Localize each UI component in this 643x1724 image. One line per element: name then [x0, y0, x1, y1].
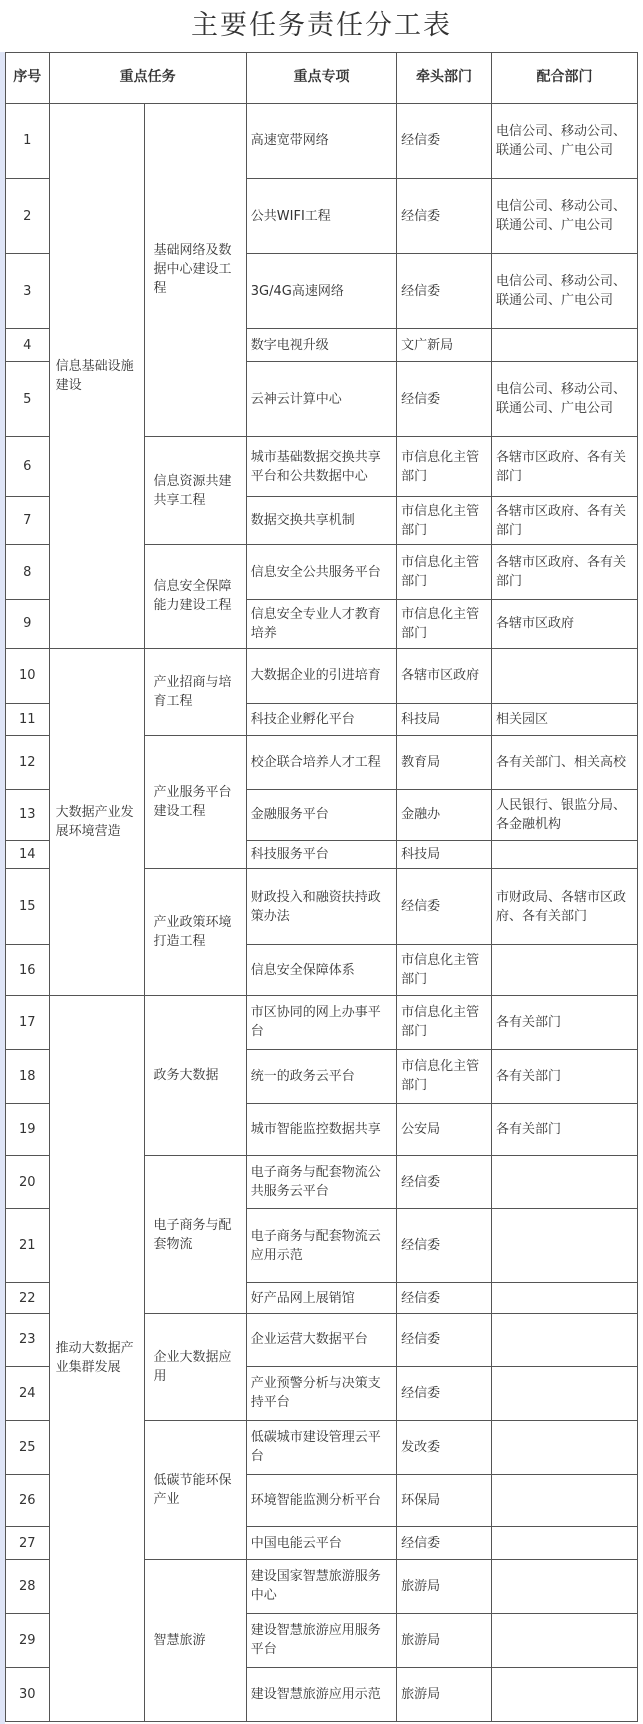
key-task-cell: 推动大数据产业集群发展 [49, 995, 145, 1721]
cooperating-departments-cell [491, 840, 637, 868]
row-number: 14 [6, 840, 50, 868]
row-number: 2 [6, 178, 50, 253]
project-cell: 低碳城市建设管理云平台 [246, 1420, 396, 1474]
project-cell: 市区协同的网上办事平台 [246, 995, 396, 1049]
cooperating-departments-cell: 各辖市区政府、各有关部门 [491, 496, 637, 544]
cooperating-departments-cell [491, 1527, 637, 1560]
cooperating-departments-cell [491, 945, 637, 996]
lead-department-cell: 经信委 [397, 1283, 492, 1313]
project-cell: 产业预警分析与决策支持平台 [246, 1366, 396, 1420]
project-cell: 数字电视升级 [246, 329, 396, 362]
lead-department-cell: 科技局 [397, 703, 492, 736]
lead-department-cell: 经信委 [397, 1209, 492, 1283]
cooperating-departments-cell [491, 329, 637, 362]
header-task: 重点任务 [49, 53, 246, 104]
row-number: 24 [6, 1366, 50, 1420]
project-cell: 大数据企业的引进培育 [246, 648, 396, 703]
project-cell: 城市基础数据交换共享平台和公共数据中心 [246, 437, 396, 497]
row-number: 19 [6, 1103, 50, 1156]
row-number: 16 [6, 945, 50, 996]
cooperating-departments-cell [491, 1156, 637, 1209]
sub-task-cell: 企业大数据应用 [145, 1313, 246, 1420]
lead-department-cell: 旅游局 [397, 1667, 492, 1721]
cooperating-departments-cell [491, 1420, 637, 1474]
project-cell: 3G/4G高速网络 [246, 254, 396, 329]
row-number: 6 [6, 437, 50, 497]
cooperating-departments-cell [491, 1613, 637, 1667]
cooperating-departments-cell: 电信公司、移动公司、联通公司、广电公司 [491, 362, 637, 437]
sub-task-cell: 产业服务平台建设工程 [145, 736, 246, 869]
cooperating-departments-cell: 人民银行、银监分局、各金融机构 [491, 790, 637, 841]
lead-department-cell: 环保局 [397, 1474, 492, 1527]
sub-task-cell: 产业政策环境打造工程 [145, 868, 246, 995]
cooperating-departments-cell: 各辖市区政府 [491, 600, 637, 648]
row-number: 3 [6, 254, 50, 329]
sub-task-cell: 产业招商与培育工程 [145, 648, 246, 736]
row-number: 27 [6, 1527, 50, 1560]
project-cell: 金融服务平台 [246, 790, 396, 841]
cooperating-departments-cell [491, 1474, 637, 1527]
lead-department-cell: 教育局 [397, 736, 492, 790]
cooperating-departments-cell: 相关园区 [491, 703, 637, 736]
project-cell: 公共WIFI工程 [246, 178, 396, 253]
lead-department-cell: 经信委 [397, 178, 492, 253]
lead-department-cell: 市信息化主管部门 [397, 1049, 492, 1103]
sub-task-cell: 智慧旅游 [145, 1559, 246, 1721]
project-cell: 高速宽带网络 [246, 103, 396, 178]
project-cell: 信息安全保障体系 [246, 945, 396, 996]
row-number: 29 [6, 1613, 50, 1667]
project-cell: 电子商务与配套物流云应用示范 [246, 1209, 396, 1283]
row-number: 26 [6, 1474, 50, 1527]
lead-department-cell: 文广新局 [397, 329, 492, 362]
row-number: 22 [6, 1283, 50, 1313]
lead-department-cell: 经信委 [397, 103, 492, 178]
cooperating-departments-cell: 电信公司、移动公司、联通公司、广电公司 [491, 103, 637, 178]
project-cell: 电子商务与配套物流公共服务云平台 [246, 1156, 396, 1209]
project-cell: 建设智慧旅游应用服务平台 [246, 1613, 396, 1667]
lead-department-cell: 科技局 [397, 840, 492, 868]
header-lead: 牵头部门 [397, 53, 492, 104]
project-cell: 科技服务平台 [246, 840, 396, 868]
row-number: 4 [6, 329, 50, 362]
sub-task-cell: 信息资源共建共享工程 [145, 437, 246, 545]
table-row [6, 103, 638, 178]
table-body [6, 53, 638, 1722]
cooperating-departments-cell [491, 1313, 637, 1366]
cooperating-departments-cell: 各有关部门 [491, 995, 637, 1049]
lead-department-cell: 经信委 [397, 1156, 492, 1209]
cooperating-departments-cell [491, 1283, 637, 1313]
sub-task-cell: 信息安全保障能力建设工程 [145, 545, 246, 648]
lead-department-cell: 金融办 [397, 790, 492, 841]
project-cell: 校企联合培养人才工程 [246, 736, 396, 790]
cooperating-departments-cell [491, 1667, 637, 1721]
table-row [6, 648, 638, 703]
project-cell: 科技企业孵化平台 [246, 703, 396, 736]
cooperating-departments-cell: 市财政局、各辖市区政府、各有关部门 [491, 868, 637, 944]
row-number: 1 [6, 103, 50, 178]
row-number: 18 [6, 1049, 50, 1103]
row-number: 10 [6, 648, 50, 703]
project-cell: 云神云计算中心 [246, 362, 396, 437]
lead-department-cell: 经信委 [397, 1313, 492, 1366]
lead-department-cell: 市信息化主管部门 [397, 995, 492, 1049]
lead-department-cell: 发改委 [397, 1420, 492, 1474]
lead-department-cell: 经信委 [397, 1366, 492, 1420]
project-cell: 信息安全专业人才教育培养 [246, 600, 396, 648]
row-number: 8 [6, 545, 50, 600]
cooperating-departments-cell: 各有关部门 [491, 1103, 637, 1156]
lead-department-cell: 经信委 [397, 254, 492, 329]
row-number: 21 [6, 1209, 50, 1283]
lead-department-cell: 旅游局 [397, 1559, 492, 1613]
lead-department-cell: 市信息化主管部门 [397, 945, 492, 996]
cooperating-departments-cell: 电信公司、移动公司、联通公司、广电公司 [491, 178, 637, 253]
row-number: 17 [6, 995, 50, 1049]
cooperating-departments-cell: 各辖市区政府、各有关部门 [491, 545, 637, 600]
lead-department-cell: 市信息化主管部门 [397, 437, 492, 497]
lead-department-cell: 经信委 [397, 1527, 492, 1560]
page-title: 主要任务责任分工表 [191, 10, 452, 41]
header-project: 重点专项 [246, 53, 396, 104]
lead-department-cell: 市信息化主管部门 [397, 600, 492, 648]
row-number: 5 [6, 362, 50, 437]
cooperating-departments-cell [491, 1559, 637, 1613]
lead-department-cell: 公安局 [397, 1103, 492, 1156]
header-coop: 配合部门 [491, 53, 637, 104]
sub-task-cell: 低碳节能环保产业 [145, 1420, 246, 1559]
row-number: 23 [6, 1313, 50, 1366]
row-number: 13 [6, 790, 50, 841]
project-cell: 建设国家智慧旅游服务中心 [246, 1559, 396, 1613]
table-row [6, 995, 638, 1049]
row-number: 7 [6, 496, 50, 544]
cooperating-departments-cell [491, 648, 637, 703]
sub-task-cell: 政务大数据 [145, 995, 246, 1156]
row-number: 20 [6, 1156, 50, 1209]
cooperating-departments-cell: 电信公司、移动公司、联通公司、广电公司 [491, 254, 637, 329]
header-no: 序号 [6, 53, 50, 104]
project-cell: 信息安全公共服务平台 [246, 545, 396, 600]
project-cell: 数据交换共享机制 [246, 496, 396, 544]
header-row [6, 53, 638, 104]
row-number: 9 [6, 600, 50, 648]
sub-task-cell: 电子商务与配套物流 [145, 1156, 246, 1313]
sub-task-cell: 基础网络及数据中心建设工程 [145, 103, 246, 437]
lead-department-cell: 市信息化主管部门 [397, 496, 492, 544]
cooperating-departments-cell: 各辖市区政府、各有关部门 [491, 437, 637, 497]
project-cell: 好产品网上展销馆 [246, 1283, 396, 1313]
row-number: 11 [6, 703, 50, 736]
cooperating-departments-cell [491, 1366, 637, 1420]
row-number: 30 [6, 1667, 50, 1721]
project-cell: 城市智能监控数据共享 [246, 1103, 396, 1156]
project-cell: 财政投入和融资扶持政策办法 [246, 868, 396, 944]
row-number: 25 [6, 1420, 50, 1474]
project-cell: 企业运营大数据平台 [246, 1313, 396, 1366]
project-cell: 建设智慧旅游应用示范 [246, 1667, 396, 1721]
cooperating-departments-cell: 各有关部门、相关高校 [491, 736, 637, 790]
key-task-cell: 大数据产业发展环境营造 [49, 648, 145, 995]
project-cell: 环境智能监测分析平台 [246, 1474, 396, 1527]
lead-department-cell: 经信委 [397, 868, 492, 944]
responsibility-table [5, 52, 638, 1722]
row-number: 12 [6, 736, 50, 790]
lead-department-cell: 旅游局 [397, 1613, 492, 1667]
row-number: 15 [6, 868, 50, 944]
lead-department-cell: 市信息化主管部门 [397, 545, 492, 600]
cooperating-departments-cell [491, 1209, 637, 1283]
project-cell: 统一的政务云平台 [246, 1049, 396, 1103]
row-number: 28 [6, 1559, 50, 1613]
lead-department-cell: 经信委 [397, 362, 492, 437]
key-task-cell: 信息基础设施建设 [49, 103, 145, 648]
lead-department-cell: 各辖市区政府 [397, 648, 492, 703]
cooperating-departments-cell: 各有关部门 [491, 1049, 637, 1103]
project-cell: 中国电能云平台 [246, 1527, 396, 1560]
